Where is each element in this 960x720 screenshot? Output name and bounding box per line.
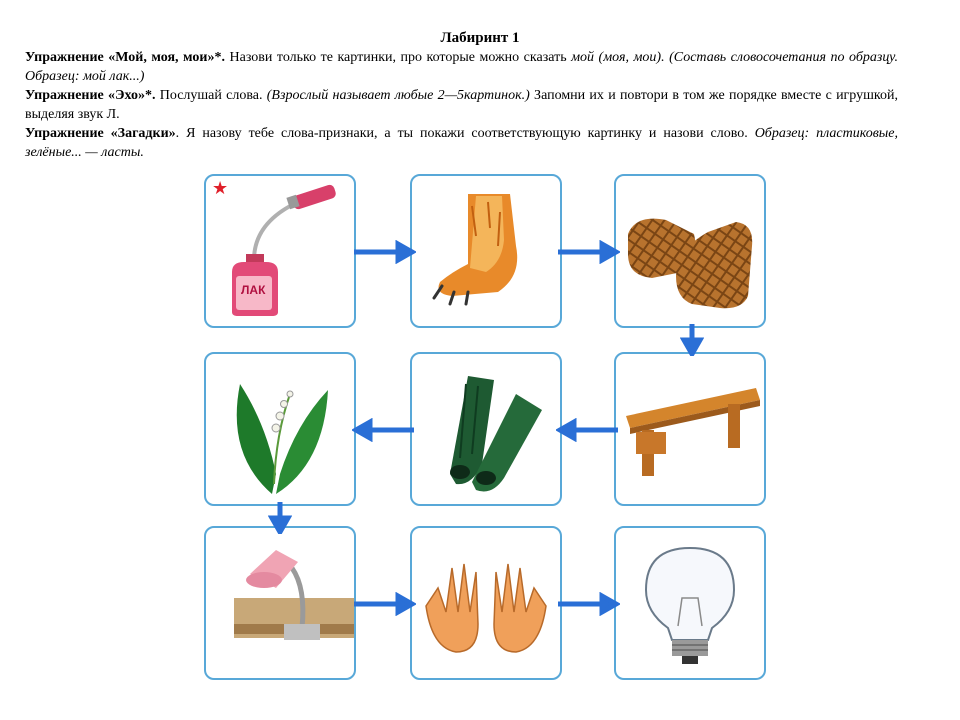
- nail-lacquer-icon: [206, 176, 354, 326]
- card-bulb[interactable]: [614, 526, 766, 680]
- animal-paw-icon: [412, 176, 560, 326]
- exercise-3-sample: Образец: пластиковые, зелёные... — ласты.: [25, 126, 898, 160]
- arrow-left-icon: [352, 418, 416, 442]
- arrow-right-icon: [556, 240, 620, 264]
- flippers-icon: [412, 354, 560, 504]
- card-palms[interactable]: [410, 526, 562, 680]
- light-bulb-icon: [616, 528, 764, 678]
- arrow-right-icon: [352, 592, 416, 616]
- exercise-3: [25, 124, 898, 162]
- desk-lamp-icon: [206, 528, 354, 678]
- arrow-right-icon: [352, 240, 416, 264]
- page-title: Лабиринт 1: [440, 30, 520, 46]
- card-lily[interactable]: [204, 352, 356, 506]
- exercise-2-text: Послушай слова.: [155, 88, 267, 103]
- lacquer-label: ЛАК: [241, 283, 266, 297]
- exercise-2: [25, 86, 898, 124]
- exercise-2-text-end: Запомни их и повтори в том же порядке вместе с игрушкой, выделяя звук Л.: [25, 88, 898, 122]
- palms-icon: [412, 528, 560, 678]
- exercise-1-sample: (Составь словосочетания по образцу. Образец: мой лак...): [25, 50, 898, 84]
- arrow-left-icon: [556, 418, 620, 442]
- bast-shoes-icon: [616, 176, 764, 326]
- card-nail-lacquer[interactable]: [204, 174, 356, 328]
- exercise-2-italic: (Взрослый называет любые 2—5картинок.): [266, 88, 530, 103]
- card-flippers[interactable]: [410, 352, 562, 506]
- lily-of-the-valley-icon: [206, 354, 354, 504]
- exercise-1-name: Упражнение «Мой, моя, мои»*.: [25, 50, 225, 65]
- card-bench[interactable]: [614, 352, 766, 506]
- exercise-2-name: Упражнение «Эхо»*.: [25, 88, 156, 103]
- exercise-1: [25, 48, 898, 86]
- instructions: [25, 48, 898, 162]
- arrow-right-icon: [556, 592, 620, 616]
- exercise-3-name: Упражнение «Загадки»: [25, 126, 176, 141]
- arrow-down-icon: [680, 322, 704, 356]
- card-paw[interactable]: [410, 174, 562, 328]
- star-icon: ★: [212, 178, 229, 199]
- arrow-down-icon: [268, 500, 292, 534]
- exercise-3-text: . Я назову тебе слова-признаки, а ты покажи соответствующую картинку и назови слово.: [175, 126, 755, 141]
- exercise-1-italic: мой (моя, мои).: [571, 50, 665, 65]
- card-lamp[interactable]: [204, 526, 356, 680]
- card-bast-shoes[interactable]: [614, 174, 766, 328]
- exercise-1-text: Назови только те картинки, про которые можно сказать: [224, 50, 572, 65]
- bench-icon: [616, 354, 764, 504]
